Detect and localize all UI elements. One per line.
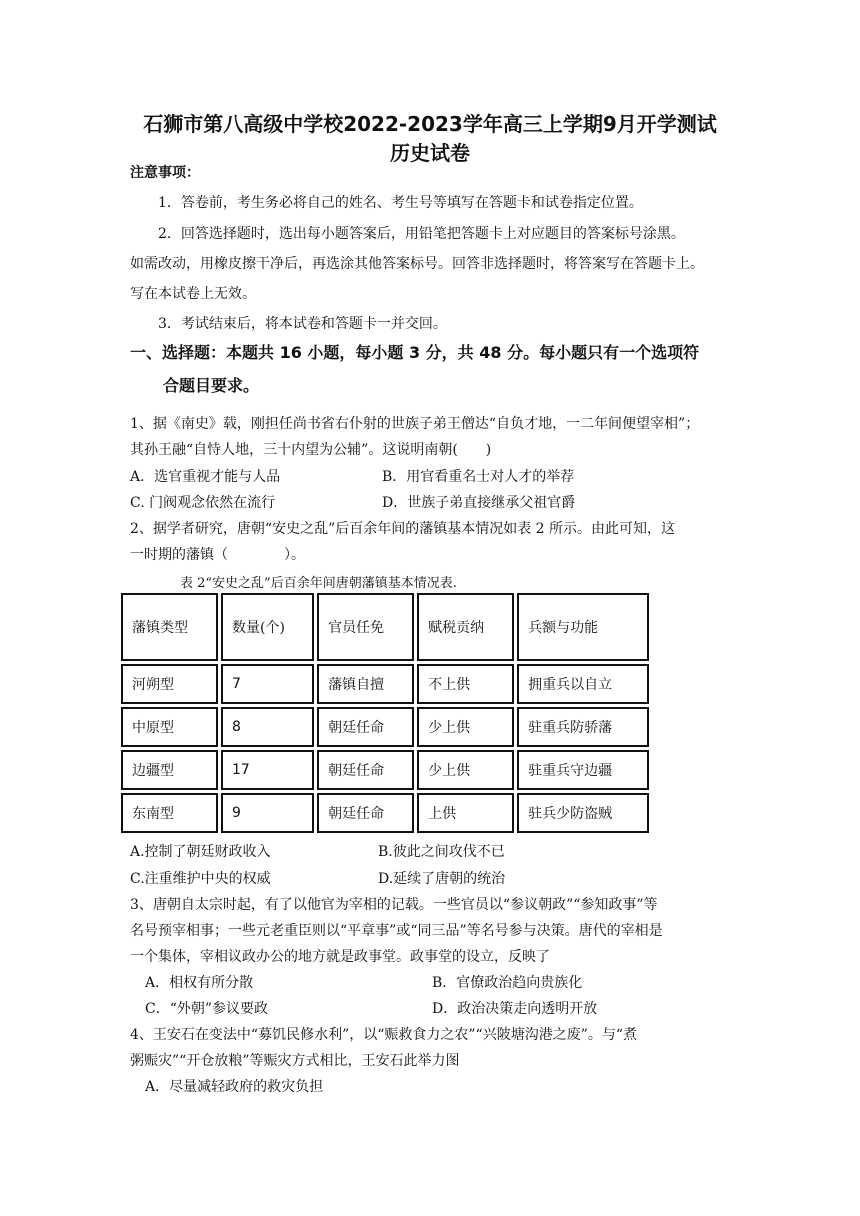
question-3-stem-line2: 名号预宰相事；一些元老重臣则以“平章事”或“同三品”等名号参与决策。唐代的宰相是: [130, 923, 663, 939]
fanzhen-table: [118, 590, 652, 836]
notice-item-3: 3．考试结束后，将本试卷和答题卡一并交回。: [158, 316, 447, 332]
notice-heading: 注意事项：: [130, 165, 200, 181]
table-cell-count: 9: [221, 793, 314, 833]
question-2-stem-line2: 一时期的藩镇（ ）。: [130, 547, 305, 563]
table-cell-count: 7: [221, 664, 314, 704]
section-1-heading-line1: 一、选择题：本题共 16 小题，每小题 3 分，共 48 分。每小题只有一个选项符: [130, 343, 700, 362]
table-cell-troops: 驻兵少防盗贼: [517, 793, 649, 833]
table-header-cell: 数量(个): [221, 593, 314, 661]
question-3-option-d: D．政治决策走向透明开放: [432, 1001, 598, 1017]
table-cell-count: 17: [221, 750, 314, 790]
exam-title-line2: 历史试卷: [390, 141, 470, 165]
table-cell-type: 中原型: [121, 707, 218, 747]
question-1-option-b: B．用官看重名士对人才的举荐: [382, 469, 575, 485]
question-3-option-b: B．官僚政治趋向贵族化: [432, 975, 583, 991]
table-cell-appointment: 朝廷任命: [317, 750, 414, 790]
table-row: [121, 707, 649, 747]
table-cell-tax: 不上供: [417, 664, 514, 704]
table-cell-troops: 驻重兵守边疆: [517, 750, 649, 790]
question-4-option-a: A．尽量减轻政府的救灾负担: [145, 1079, 324, 1095]
table-header-row: [121, 593, 649, 661]
question-4-stem-line2: 粥赈灾”“开仓放粮”等赈灾方式相比，王安石此举力图: [130, 1053, 460, 1069]
table-cell-appointment: 朝廷任命: [317, 793, 414, 833]
exam-title-line1: 石狮市第八高级中学校2022-2023学年高三上学期9月开学测试: [143, 112, 717, 136]
table-caption: 表 2“安史之乱”后百余年间唐朝藩镇基本情况表.: [180, 576, 457, 591]
table-cell-tax: 少上供: [417, 707, 514, 747]
question-2-option-d: D.延续了唐朝的统治: [378, 871, 506, 887]
table-cell-troops: 拥重兵以自立: [517, 664, 649, 704]
question-1-option-d: D．世族子弟直接继承父祖官爵: [382, 495, 576, 511]
table-header-cell: 兵额与功能: [517, 593, 649, 661]
question-2-option-a: A.控制了朝廷财政收入: [130, 844, 271, 860]
table-cell-tax: 上供: [417, 793, 514, 833]
table-cell-count: 8: [221, 707, 314, 747]
table-cell-type: 河朔型: [121, 664, 218, 704]
table-header-cell: 藩镇类型: [121, 593, 218, 661]
question-3-stem-line3: 一个集体，宰相议政办公的地方就是政事堂。政事堂的设立，反映了: [130, 949, 550, 965]
question-1-stem-line1: 1、据《南史》载，刚担任尚书省右仆射的世族子弟王僧达“自负才地，一二年间便望宰相”；: [130, 416, 700, 432]
question-3-stem-line1: 3、唐朝自太宗时起，有了以他官为宰相的记载。一些官员以“参议朝政”“参知政事”等: [130, 897, 658, 913]
question-2-option-c: C.注重维护中央的权威: [130, 871, 271, 887]
question-3-option-c: C．“外朝”参议要政: [145, 1001, 269, 1017]
table-cell-appointment: 藩镇自擅: [317, 664, 414, 704]
table-row: [121, 664, 649, 704]
table-cell-troops: 驻重兵防骄藩: [517, 707, 649, 747]
question-1-option-c: C. 门阀观念依然在流行: [130, 495, 276, 511]
question-4-stem-line1: 4、王安石在变法中“募饥民修水利”，以“赈救食力之农”“兴陂塘沟港之废”。与“煮: [130, 1027, 638, 1043]
table-row: [121, 793, 649, 833]
table-header-cell: 官员任免: [317, 593, 414, 661]
question-1-option-a: A．选官重视才能与人品: [130, 469, 281, 485]
table-cell-tax: 少上供: [417, 750, 514, 790]
table-cell-appointment: 朝廷任命: [317, 707, 414, 747]
table-header-cell: 赋税贡纳: [417, 593, 514, 661]
table-cell-type: 东南型: [121, 793, 218, 833]
notice-item-2-line3: 写在本试卷上无效。: [130, 286, 256, 302]
question-2-stem-line1: 2、据学者研究，唐朝“安史之乱”后百余年间的藩镇基本情况如表 2 所示。由此可知，这: [130, 521, 676, 537]
question-3-option-a: A．相权有所分散: [145, 975, 254, 991]
notice-item-2-line1: 2．回答选择题时，选出每小题答案后，用铅笔把答题卡上对应题目的答案标号涂黑。: [158, 226, 685, 242]
table-row: [121, 750, 649, 790]
section-1-heading-line2: 合题目要求。: [163, 376, 260, 395]
question-1-stem-line2: 其孙王融“自恃人地，三十内望为公辅”。这说明南朝( ): [130, 442, 492, 458]
notice-item-1: 1．答卷前，考生务必将自己的姓名、考生号等填写在答题卡和试卷指定位置。: [158, 195, 643, 211]
notice-item-2-line2: 如需改动，用橡皮擦干净后，再选涂其他答案标号。回答非选择题时，将答案写在答题卡上。: [130, 256, 704, 272]
table-cell-type: 边疆型: [121, 750, 218, 790]
question-2-option-b: B.彼此之间攻伐不已: [378, 844, 505, 860]
